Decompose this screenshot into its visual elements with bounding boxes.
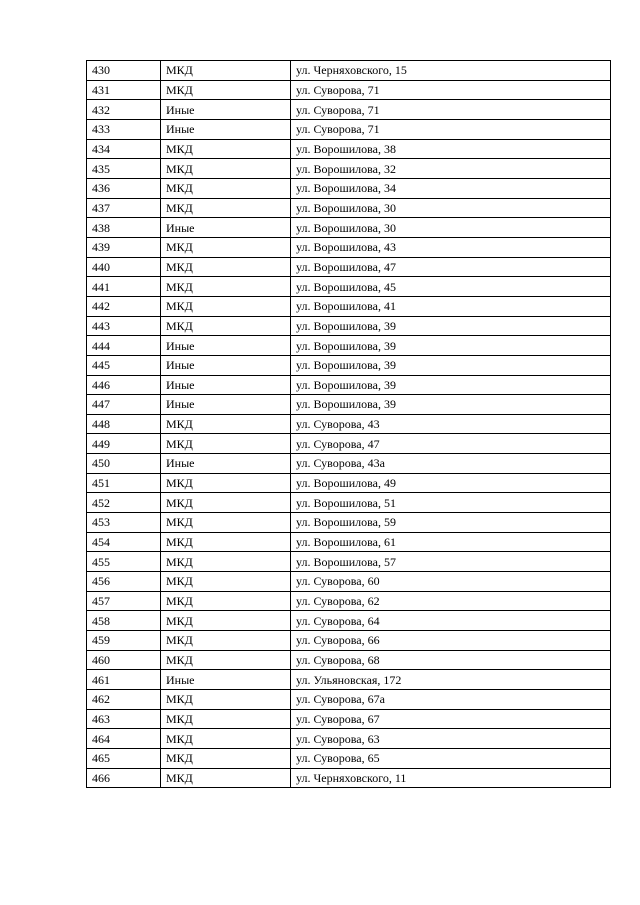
object-type-cell: МКД — [161, 611, 291, 631]
object-type-cell: МКД — [161, 61, 291, 81]
row-number-cell: 456 — [87, 572, 161, 592]
row-number-cell: 463 — [87, 709, 161, 729]
object-type-cell: МКД — [161, 316, 291, 336]
object-type-cell: Иные — [161, 218, 291, 238]
object-type-cell: МКД — [161, 237, 291, 257]
table-row — [87, 336, 611, 356]
object-type-cell: МКД — [161, 277, 291, 297]
address-cell: ул. Черняховского, 11 — [291, 768, 611, 788]
address-cell: ул. Суворова, 71 — [291, 80, 611, 100]
table-row — [87, 61, 611, 81]
address-cell: ул. Суворова, 71 — [291, 119, 611, 139]
object-type-cell: Иные — [161, 355, 291, 375]
table-row — [87, 375, 611, 395]
table-row — [87, 690, 611, 710]
row-number-cell: 432 — [87, 100, 161, 120]
object-type-cell: МКД — [161, 591, 291, 611]
row-number-cell: 430 — [87, 61, 161, 81]
object-type-cell: МКД — [161, 532, 291, 552]
object-type-cell: МКД — [161, 631, 291, 651]
row-number-cell: 434 — [87, 139, 161, 159]
row-number-cell: 441 — [87, 277, 161, 297]
row-number-cell: 462 — [87, 690, 161, 710]
object-type-cell: МКД — [161, 493, 291, 513]
object-type-cell: МКД — [161, 80, 291, 100]
row-number-cell: 444 — [87, 336, 161, 356]
address-cell: ул. Ворошилова, 32 — [291, 159, 611, 179]
address-cell: ул. Суворова, 68 — [291, 650, 611, 670]
row-number-cell: 437 — [87, 198, 161, 218]
address-cell: ул. Суворова, 65 — [291, 748, 611, 768]
table-row — [87, 178, 611, 198]
address-cell: ул. Ворошилова, 47 — [291, 257, 611, 277]
table-row — [87, 650, 611, 670]
object-type-cell: МКД — [161, 473, 291, 493]
address-cell: ул. Суворова, 60 — [291, 572, 611, 592]
table-row — [87, 434, 611, 454]
row-number-cell: 464 — [87, 729, 161, 749]
address-cell: ул. Ворошилова, 45 — [291, 277, 611, 297]
address-cell: ул. Суворова, 67 — [291, 709, 611, 729]
object-type-cell: Иные — [161, 454, 291, 474]
row-number-cell: 445 — [87, 355, 161, 375]
row-number-cell: 466 — [87, 768, 161, 788]
object-type-cell: МКД — [161, 572, 291, 592]
address-cell: ул. Суворова, 64 — [291, 611, 611, 631]
object-type-cell: МКД — [161, 434, 291, 454]
object-type-cell: Иные — [161, 100, 291, 120]
address-cell: ул. Ворошилова, 41 — [291, 296, 611, 316]
row-number-cell: 454 — [87, 532, 161, 552]
table-row — [87, 552, 611, 572]
row-number-cell: 446 — [87, 375, 161, 395]
object-type-cell: МКД — [161, 709, 291, 729]
row-number-cell: 435 — [87, 159, 161, 179]
row-number-cell: 436 — [87, 178, 161, 198]
table-row — [87, 631, 611, 651]
row-number-cell: 465 — [87, 748, 161, 768]
row-number-cell: 451 — [87, 473, 161, 493]
object-type-cell: МКД — [161, 729, 291, 749]
object-type-cell: МКД — [161, 178, 291, 198]
address-cell: ул. Суворова, 47 — [291, 434, 611, 454]
row-number-cell: 460 — [87, 650, 161, 670]
table-row — [87, 296, 611, 316]
address-cell: ул. Суворова, 67а — [291, 690, 611, 710]
table-row — [87, 513, 611, 533]
address-cell: ул. Суворова, 62 — [291, 591, 611, 611]
row-number-cell: 439 — [87, 237, 161, 257]
address-cell: ул. Ворошилова, 43 — [291, 237, 611, 257]
object-type-cell: Иные — [161, 670, 291, 690]
table-row — [87, 100, 611, 120]
object-type-cell: МКД — [161, 552, 291, 572]
address-table-body — [87, 61, 611, 788]
row-number-cell: 440 — [87, 257, 161, 277]
table-row — [87, 355, 611, 375]
table-row — [87, 414, 611, 434]
address-cell: ул. Суворова, 71 — [291, 100, 611, 120]
object-type-cell: МКД — [161, 748, 291, 768]
row-number-cell: 449 — [87, 434, 161, 454]
address-cell: ул. Ворошилова, 39 — [291, 316, 611, 336]
object-type-cell: Иные — [161, 395, 291, 415]
object-type-cell: Иные — [161, 375, 291, 395]
table-row — [87, 572, 611, 592]
table-row — [87, 493, 611, 513]
table-row — [87, 237, 611, 257]
address-cell: ул. Черняховского, 15 — [291, 61, 611, 81]
object-type-cell: МКД — [161, 690, 291, 710]
object-type-cell: МКД — [161, 414, 291, 434]
row-number-cell: 433 — [87, 119, 161, 139]
table-row — [87, 119, 611, 139]
object-type-cell: Иные — [161, 119, 291, 139]
address-cell: ул. Ворошилова, 34 — [291, 178, 611, 198]
row-number-cell: 447 — [87, 395, 161, 415]
table-row — [87, 198, 611, 218]
address-cell: ул. Ворошилова, 30 — [291, 198, 611, 218]
table-row — [87, 277, 611, 297]
object-type-cell: МКД — [161, 257, 291, 277]
row-number-cell: 455 — [87, 552, 161, 572]
address-cell: ул. Ворошилова, 39 — [291, 336, 611, 356]
row-number-cell: 448 — [87, 414, 161, 434]
table-row — [87, 709, 611, 729]
address-cell: ул. Ворошилова, 30 — [291, 218, 611, 238]
address-cell: ул. Ворошилова, 39 — [291, 395, 611, 415]
table-row — [87, 473, 611, 493]
table-row — [87, 748, 611, 768]
address-cell: ул. Ворошилова, 38 — [291, 139, 611, 159]
row-number-cell: 461 — [87, 670, 161, 690]
table-row — [87, 80, 611, 100]
row-number-cell: 458 — [87, 611, 161, 631]
row-number-cell: 457 — [87, 591, 161, 611]
row-number-cell: 438 — [87, 218, 161, 238]
object-type-cell: МКД — [161, 139, 291, 159]
object-type-cell: МКД — [161, 513, 291, 533]
object-type-cell: Иные — [161, 336, 291, 356]
address-cell: ул. Ворошилова, 51 — [291, 493, 611, 513]
object-type-cell: МКД — [161, 650, 291, 670]
address-cell: ул. Суворова, 43 — [291, 414, 611, 434]
address-cell: ул. Ворошилова, 57 — [291, 552, 611, 572]
address-cell: ул. Суворова, 43а — [291, 454, 611, 474]
object-type-cell: МКД — [161, 296, 291, 316]
address-table — [86, 60, 611, 788]
row-number-cell: 452 — [87, 493, 161, 513]
row-number-cell: 442 — [87, 296, 161, 316]
table-row — [87, 729, 611, 749]
table-row — [87, 218, 611, 238]
table-row — [87, 768, 611, 788]
table-row — [87, 159, 611, 179]
object-type-cell: МКД — [161, 198, 291, 218]
table-row — [87, 395, 611, 415]
table-row — [87, 670, 611, 690]
row-number-cell: 443 — [87, 316, 161, 336]
object-type-cell: МКД — [161, 768, 291, 788]
table-row — [87, 454, 611, 474]
address-cell: ул. Ворошилова, 39 — [291, 375, 611, 395]
row-number-cell: 453 — [87, 513, 161, 533]
table-row — [87, 611, 611, 631]
row-number-cell: 450 — [87, 454, 161, 474]
table-row — [87, 316, 611, 336]
address-cell: ул. Суворова, 66 — [291, 631, 611, 651]
row-number-cell: 431 — [87, 80, 161, 100]
address-cell: ул. Ворошилова, 49 — [291, 473, 611, 493]
table-row — [87, 591, 611, 611]
object-type-cell: МКД — [161, 159, 291, 179]
table-row — [87, 532, 611, 552]
table-row — [87, 257, 611, 277]
address-cell: ул. Ворошилова, 61 — [291, 532, 611, 552]
table-row — [87, 139, 611, 159]
address-cell: ул. Ульяновская, 172 — [291, 670, 611, 690]
address-cell: ул. Суворова, 63 — [291, 729, 611, 749]
address-cell: ул. Ворошилова, 39 — [291, 355, 611, 375]
address-cell: ул. Ворошилова, 59 — [291, 513, 611, 533]
row-number-cell: 459 — [87, 631, 161, 651]
